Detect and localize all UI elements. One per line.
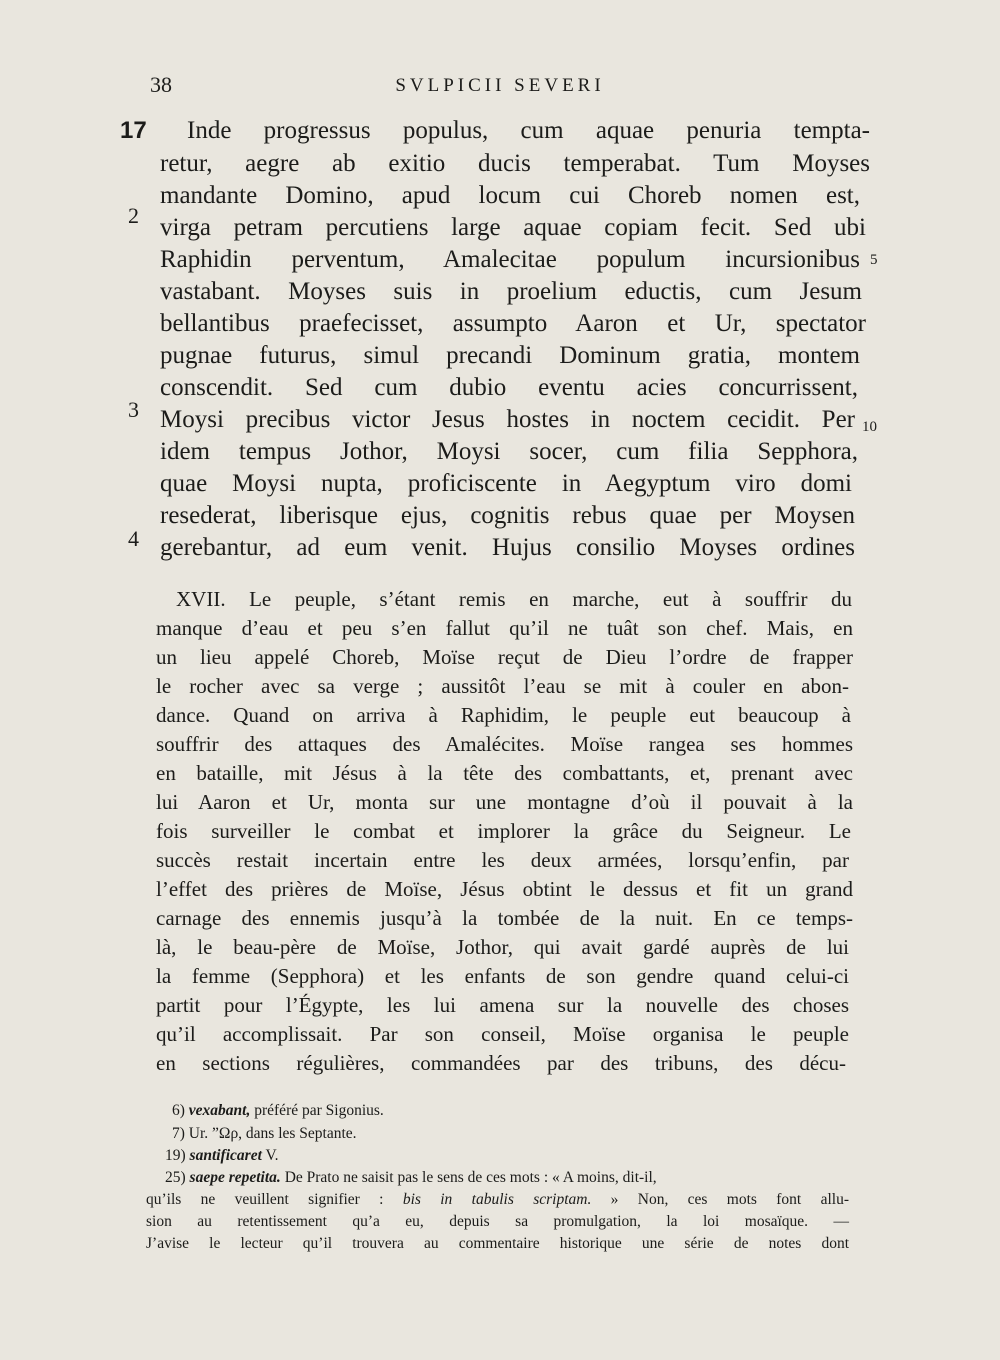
latin-line: mandante Domino, apud locum cui Choreb nomen est, [160, 182, 860, 209]
footnote-line: J’avise le lecteur qu’il trouvera au commentaire historique une série de notes dont [146, 1235, 849, 1252]
latin-line: conscendit. Sed cum dubio eventu acies concurrissent, [160, 374, 858, 401]
running-title: SVLPICII SEVERI [395, 75, 605, 96]
latin-line: pugnae futurus, simul precandi Dominum gratia, montem [160, 342, 860, 369]
footnote-ref: 25) [165, 1169, 186, 1186]
french-line: un lieu appelé Choreb, Moïse reçut de Dieu l’ordre de frapper [156, 645, 853, 669]
french-line: dance. Quand on arriva à Raphidim, le peuple eut beaucoup à [156, 703, 851, 727]
footnote-ref: 6) [172, 1102, 185, 1119]
latin-line: retur, aegre ab exitio ducis temperabat. Tum Moyses [160, 150, 870, 177]
french-line: fois surveiller le combat et implorer la grâce du Seigneur. Le [156, 819, 851, 843]
footnote-ref: 19) [165, 1147, 186, 1164]
footnote-term: vexabant, [188, 1102, 251, 1119]
latin-line: Moysi precibus victor Jesus hostes in noctem cecidit. Per [160, 406, 855, 433]
line-number: 5 [870, 252, 878, 268]
latin-line: idem tempus Jothor, Moysi socer, cum filia Sepphora, [160, 438, 858, 465]
french-line: en sections régulières, commandées par des tribuns, des décu- [156, 1051, 846, 1075]
latin-line: bellantibus praefecisset, assumpto Aaron et Ur, spectator [160, 310, 866, 337]
page-header [150, 72, 850, 102]
latin-line: quae Moysi nupta, proficiscente in Aegyptum viro domi [160, 470, 852, 497]
latin-line: Inde progressus populus, cum aquae penuria tempta- [187, 117, 870, 144]
footnote-ref: 7) [172, 1125, 185, 1142]
french-line: manque d’eau et peu s’en fallut qu’il ne tuât son chef. Mais, en [156, 616, 853, 640]
footnote [172, 1101, 872, 1121]
latin-line: Raphidin perventum, Amalecitae populum incursionibus [160, 246, 860, 273]
footnote-text: préféré par Sigonius. [250, 1102, 384, 1119]
footnote-term: santificaret [189, 1147, 262, 1164]
french-line: le rocher avec sa verge ; aussitôt l’eau se mit à couler en abon- [156, 674, 849, 698]
french-line: partit pour l’Égypte, les lui amena sur la nouvelle des choses [156, 993, 849, 1017]
footnote-text: » Non, ces mots font allu- [591, 1191, 849, 1208]
french-line: là, le beau-père de Moïse, Jothor, qui avait gardé auprès de lui [156, 935, 849, 959]
footnote-line [146, 1190, 849, 1210]
french-line: XVII. Le peuple, s’étant remis en marche, eut à souffrir du [176, 587, 852, 611]
footnote [165, 1168, 849, 1188]
footnote-text: qu’ils ne veuillent signifier : [146, 1191, 403, 1208]
latin-line: gerebantur, ad eum venit. Hujus consilio Moyses ordines [160, 534, 855, 561]
french-line: qu’il accomplissait. Par son conseil, Moïse organisa le peuple [156, 1022, 849, 1046]
french-line: lui Aaron et Ur, monta sur une montagne d’où il pouvait à la [156, 790, 853, 814]
footnote-text: Ur. ”Ωρ, dans les Septante. [188, 1125, 357, 1142]
chapter-number: 17 [120, 117, 147, 144]
verse-number: 4 [128, 526, 139, 551]
latin-line: virga petram percutiens large aquae copiam fecit. Sed ubi [160, 214, 866, 241]
french-line: souffrir des attaques des Amalécites. Moïse rangea ses hommes [156, 732, 853, 756]
french-line: carnage des ennemis jusqu’à la tombée de la nuit. En ce temps- [156, 906, 853, 930]
footnote [165, 1146, 865, 1166]
line-number: 10 [862, 419, 877, 435]
verse-number: 2 [128, 203, 139, 228]
french-line: en bataille, mit Jésus à la tête des combattants, et, prenant avec [156, 761, 853, 785]
footnote-text: V. [261, 1147, 279, 1164]
verse-number: 3 [128, 397, 139, 422]
page-number: 38 [150, 72, 172, 97]
footnote [172, 1124, 872, 1144]
french-line: la femme (Sepphora) et les enfants de son gendre quand celui-ci [156, 964, 849, 988]
french-line: l’effet des prières de Moïse, Jésus obtint le dessus et fit un grand [156, 877, 853, 901]
french-line: succès restait incertain entre les deux armées, lorsqu’enfin, par [156, 848, 849, 872]
footnote-term: saepe repetita. [189, 1169, 281, 1186]
footnote-emphasis: bis in tabulis scriptam. [402, 1191, 592, 1208]
latin-line: vastabant. Moyses suis in proelium eductis, cum Jesum [160, 278, 862, 305]
latin-line: resederat, liberisque ejus, cognitis rebus quae per Moysen [160, 502, 855, 529]
footnote-line: sion au retentissement qu’a eu, depuis sa promulgation, la loi mosaïque. — [146, 1213, 849, 1230]
footnote-text: De Prato ne saisit pas le sens de ces mots : « A moins, dit-il, [280, 1169, 657, 1186]
